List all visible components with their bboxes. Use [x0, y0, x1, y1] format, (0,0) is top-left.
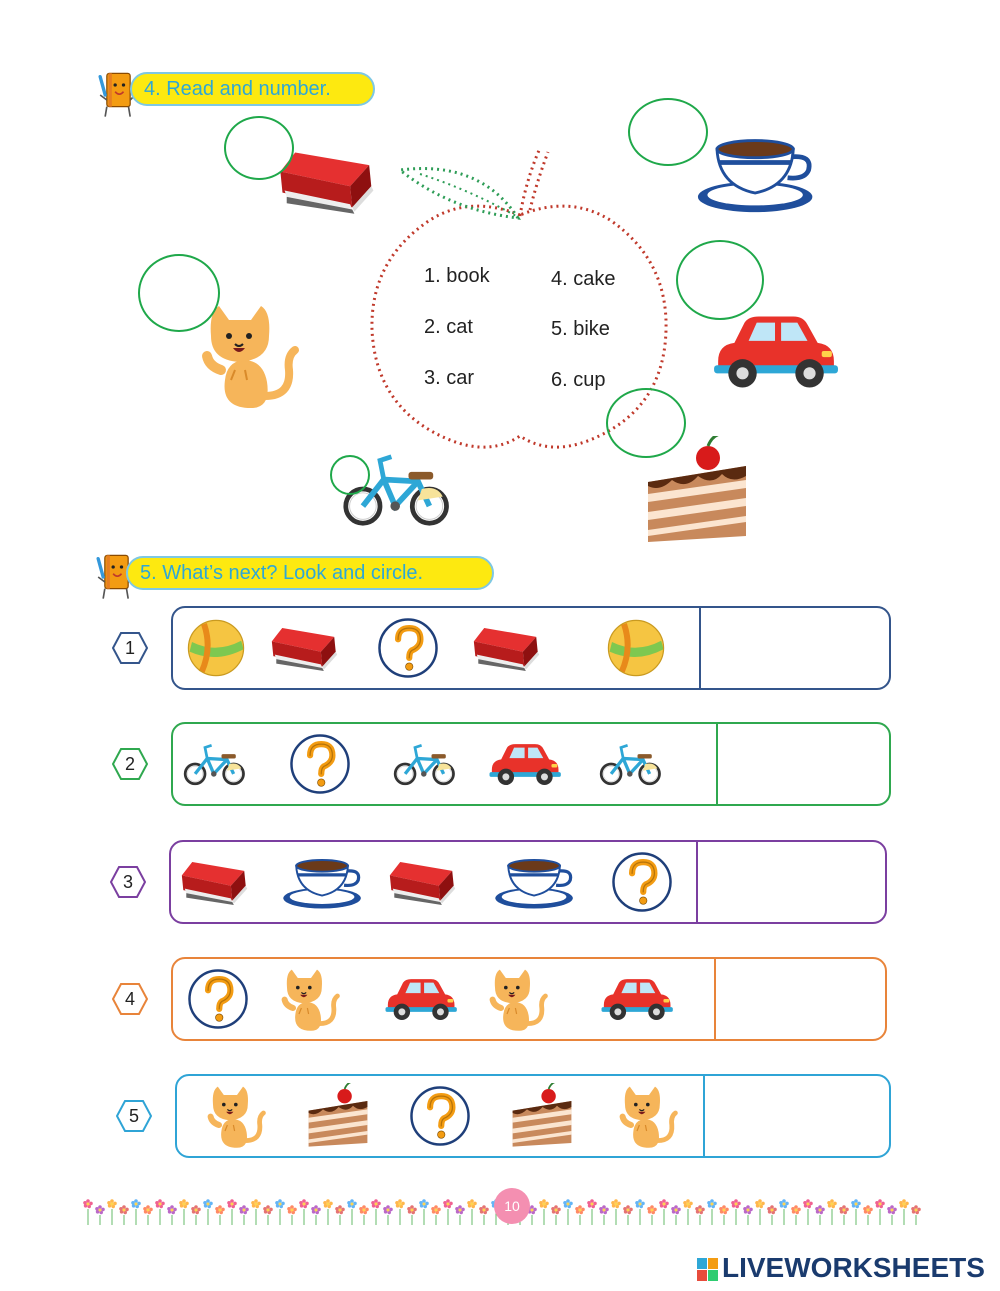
car-icon — [708, 310, 840, 392]
question-icon[interactable] — [611, 851, 673, 913]
book-icon — [268, 622, 344, 674]
answer-box-1[interactable] — [701, 608, 889, 688]
cat-icon — [483, 966, 549, 1032]
row-number: 4 — [124, 989, 136, 1009]
cake-icon — [305, 1083, 371, 1149]
answer-box-4[interactable] — [716, 959, 885, 1039]
row-number: 1 — [124, 638, 136, 658]
liveworksheets-logo-icon — [697, 1258, 719, 1282]
answer-circle-cup[interactable] — [628, 98, 708, 166]
row-number: 2 — [124, 754, 136, 774]
row-number-badge — [116, 1100, 152, 1132]
section4-header — [130, 72, 375, 106]
question-icon[interactable] — [289, 733, 351, 795]
ball-icon — [186, 618, 246, 678]
answer-circle-car[interactable] — [676, 240, 764, 320]
question-icon[interactable] — [409, 1085, 471, 1147]
word-bike: 5. bike — [551, 318, 610, 340]
answer-circle-bike[interactable] — [330, 455, 370, 495]
answer-box-2[interactable] — [718, 724, 889, 804]
word-cat: 2. cat — [424, 316, 473, 338]
question-icon[interactable] — [187, 968, 249, 1030]
word-cake: 4. cake — [551, 268, 616, 290]
ball-icon — [606, 618, 666, 678]
word-cup: 6. cup — [551, 369, 606, 391]
answer-circle-cat[interactable] — [138, 254, 220, 332]
cup-icon — [282, 852, 366, 912]
cat-icon — [613, 1083, 679, 1149]
section5-title: 5. What’s next? Look and circle. — [140, 562, 424, 584]
answer-box-3[interactable] — [698, 842, 885, 922]
section5-header — [126, 556, 494, 590]
word-car: 3. car — [424, 367, 475, 389]
cup-icon — [494, 852, 578, 912]
bike-icon — [599, 740, 665, 788]
row-number-badge — [112, 983, 148, 1015]
cat-icon — [275, 966, 341, 1032]
cat-icon — [201, 1083, 267, 1149]
section4-title: 4. Read and number. — [144, 78, 331, 100]
page-number: 10 — [494, 1188, 530, 1224]
row-number-badge — [112, 748, 148, 780]
car-icon — [382, 975, 458, 1023]
book-icon — [386, 856, 462, 908]
row-number: 5 — [128, 1106, 140, 1126]
question-icon[interactable] — [377, 617, 439, 679]
cake-icon — [509, 1083, 575, 1149]
answer-circle-book[interactable] — [224, 116, 294, 180]
car-icon — [598, 975, 674, 1023]
answer-circle-cake[interactable] — [606, 388, 686, 458]
bike-icon — [183, 740, 249, 788]
row-number: 3 — [122, 872, 134, 892]
cup-icon — [696, 128, 820, 218]
row-number-badge — [112, 632, 148, 664]
book-icon — [178, 856, 254, 908]
brand-name: LIVEWORKSHEETS — [722, 1252, 985, 1283]
row-number-badge — [110, 866, 146, 898]
word-book: 1. book — [424, 265, 490, 287]
answer-box-5[interactable] — [705, 1076, 889, 1156]
bike-icon — [393, 740, 459, 788]
book-icon — [470, 622, 546, 674]
car-icon — [486, 740, 562, 788]
